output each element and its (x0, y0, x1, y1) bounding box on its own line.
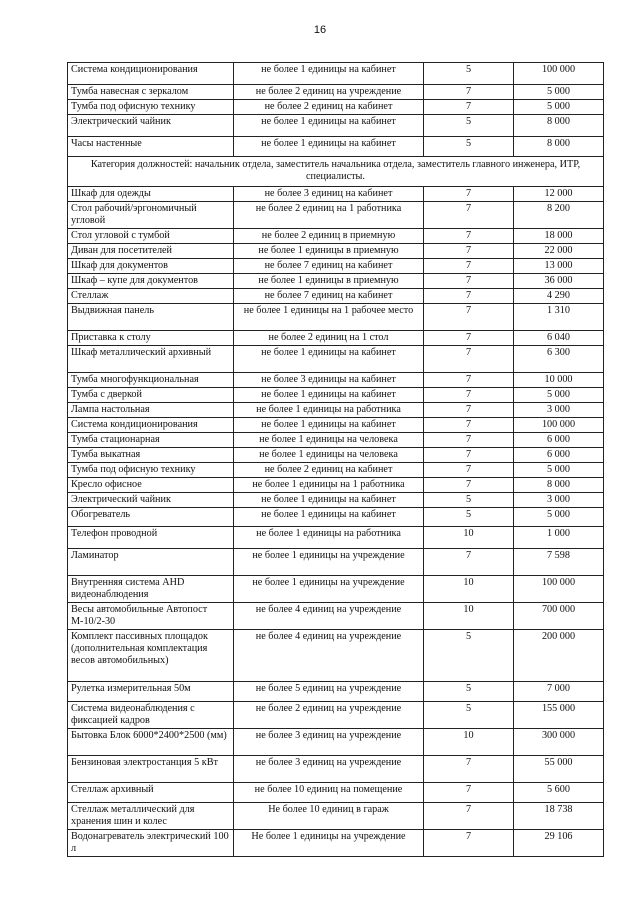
table-row (68, 508, 604, 527)
table-row (68, 304, 604, 331)
price-cell: 5 000 (514, 508, 604, 527)
price-cell: 100 000 (514, 576, 604, 603)
service-years-cell: 5 (424, 682, 514, 702)
table-row (68, 682, 604, 702)
norm-cell: не более 1 единицы в приемную (234, 274, 424, 289)
norm-cell: не более 1 единицы на учреждение (234, 549, 424, 576)
table-row (68, 137, 604, 157)
item-name-cell: Стеллаж металлический для хранения шин и колес (68, 803, 234, 830)
price-cell: 3 000 (514, 493, 604, 508)
price-cell: 6 040 (514, 331, 604, 346)
norm-cell: не более 3 единиц на учреждение (234, 729, 424, 756)
item-name-cell: Электрический чайник (68, 493, 234, 508)
service-years-cell: 7 (424, 331, 514, 346)
item-name-cell: Рулетка измерительная 50м (68, 682, 234, 702)
norm-cell: не более 1 единицы на кабинет (234, 493, 424, 508)
table-row (68, 478, 604, 493)
service-years-cell: 7 (424, 274, 514, 289)
norm-cell: не более 2 единиц на 1 стол (234, 331, 424, 346)
item-name-cell: Лампа настольная (68, 403, 234, 418)
table-row (68, 346, 604, 373)
service-years-cell: 7 (424, 229, 514, 244)
service-years-cell: 10 (424, 527, 514, 549)
item-name-cell: Система видеонаблюдения с фиксацией кадров (68, 702, 234, 729)
service-years-cell: 7 (424, 463, 514, 478)
item-name-cell: Стеллаж архивный (68, 783, 234, 803)
price-cell: 29 106 (514, 830, 604, 857)
table-row (68, 418, 604, 433)
service-years-cell: 7 (424, 803, 514, 830)
service-years-cell: 7 (424, 388, 514, 403)
item-name-cell: Система кондиционирования (68, 418, 234, 433)
price-cell: 5 000 (514, 388, 604, 403)
price-cell: 200 000 (514, 630, 604, 682)
item-name-cell: Шкаф – купе для документов (68, 274, 234, 289)
page-number: 16 (313, 24, 327, 36)
norm-cell: не более 7 единиц на кабинет (234, 259, 424, 274)
table-row (68, 463, 604, 478)
price-cell: 100 000 (514, 418, 604, 433)
item-name-cell: Шкаф для документов (68, 259, 234, 274)
table-row (68, 433, 604, 448)
service-years-cell: 7 (424, 304, 514, 331)
price-cell: 4 290 (514, 289, 604, 304)
norm-cell: не более 3 единиц на учреждение (234, 756, 424, 783)
item-name-cell: Тумба под офисную технику (68, 100, 234, 115)
table-row (68, 403, 604, 418)
norm-cell: не более 1 единицы на кабинет (234, 115, 424, 137)
price-cell: 5 600 (514, 783, 604, 803)
item-name-cell: Стол рабочий/эргономичный угловой (68, 202, 234, 229)
table-row (68, 803, 604, 830)
norm-cell: Не более 1 единицы на учреждение (234, 830, 424, 857)
item-name-cell: Часы настенные (68, 137, 234, 157)
price-cell: 7 598 (514, 549, 604, 576)
norm-cell: не более 1 единицы на работника (234, 527, 424, 549)
norm-cell: не более 2 единиц на 1 работника (234, 202, 424, 229)
price-cell: 8 200 (514, 202, 604, 229)
service-years-cell: 5 (424, 63, 514, 85)
service-years-cell: 7 (424, 418, 514, 433)
price-cell: 22 000 (514, 244, 604, 259)
service-years-cell: 5 (424, 493, 514, 508)
price-cell: 1 000 (514, 527, 604, 549)
table-row (68, 603, 604, 630)
price-cell: 8 000 (514, 478, 604, 493)
table-row (68, 187, 604, 202)
price-cell: 55 000 (514, 756, 604, 783)
norm-cell: не более 1 единицы на кабинет (234, 137, 424, 157)
item-name-cell: Тумба с дверкой (68, 388, 234, 403)
norm-cell: не более 4 единиц на учреждение (234, 630, 424, 682)
table-row (68, 259, 604, 274)
table-row (68, 702, 604, 729)
norm-cell: не более 4 единиц на учреждение (234, 603, 424, 630)
service-years-cell: 7 (424, 783, 514, 803)
service-years-cell: 5 (424, 137, 514, 157)
norm-cell: не более 2 единиц на кабинет (234, 463, 424, 478)
norm-cell: не более 1 единицы на учреждение (234, 576, 424, 603)
norm-cell: не более 2 единиц на учреждение (234, 85, 424, 100)
norms-table (67, 62, 604, 857)
norm-cell: не более 5 единиц на учреждение (234, 682, 424, 702)
norms-table-body (68, 63, 604, 857)
price-cell: 700 000 (514, 603, 604, 630)
table-row (68, 448, 604, 463)
norm-cell: не более 2 единиц в приемную (234, 229, 424, 244)
norm-cell: не более 1 единицы на человека (234, 433, 424, 448)
item-name-cell: Тумба выкатная (68, 448, 234, 463)
price-cell: 12 000 (514, 187, 604, 202)
service-years-cell: 7 (424, 244, 514, 259)
price-cell: 3 000 (514, 403, 604, 418)
table-row (68, 244, 604, 259)
item-name-cell: Тумба стационарная (68, 433, 234, 448)
service-years-cell: 5 (424, 115, 514, 137)
norm-cell: не более 1 единицы на 1 работника (234, 478, 424, 493)
category-heading: Категория должностей: начальник отдела, заместитель начальника отдела, заместитель главного инженера, ИТР, специалисты. (68, 157, 604, 187)
service-years-cell: 10 (424, 603, 514, 630)
norm-cell: не более 1 единицы на работника (234, 403, 424, 418)
item-name-cell: Бензиновая электростанция 5 кВт (68, 756, 234, 783)
item-name-cell: Выдвижная панель (68, 304, 234, 331)
table-row (68, 115, 604, 137)
table-row (68, 85, 604, 100)
norm-cell: не более 7 единиц на кабинет (234, 289, 424, 304)
price-cell: 8 000 (514, 137, 604, 157)
service-years-cell: 7 (424, 549, 514, 576)
price-cell: 10 000 (514, 373, 604, 388)
service-years-cell: 7 (424, 478, 514, 493)
norm-cell: Не более 10 единиц в гараж (234, 803, 424, 830)
norm-cell: не более 2 единиц на кабинет (234, 100, 424, 115)
category-row (68, 157, 604, 187)
norm-cell: не более 1 единицы на кабинет (234, 346, 424, 373)
price-cell: 155 000 (514, 702, 604, 729)
table-row (68, 331, 604, 346)
item-name-cell: Телефон проводной (68, 527, 234, 549)
norm-cell: не более 3 единиц на кабинет (234, 187, 424, 202)
item-name-cell: Система кондиционирования (68, 63, 234, 85)
item-name-cell: Внутренняя система AHD видеонаблюдения (68, 576, 234, 603)
table-row (68, 549, 604, 576)
table-row (68, 830, 604, 857)
item-name-cell: Весы автомобильные Автопост М-10/2-30 (68, 603, 234, 630)
item-name-cell: Кресло офисное (68, 478, 234, 493)
price-cell: 7 000 (514, 682, 604, 702)
table-row (68, 493, 604, 508)
service-years-cell: 5 (424, 630, 514, 682)
item-name-cell: Ламинатор (68, 549, 234, 576)
table-row (68, 576, 604, 603)
norm-cell: не более 1 единицы в приемную (234, 244, 424, 259)
item-name-cell: Шкаф для одежды (68, 187, 234, 202)
item-name-cell: Обогреватель (68, 508, 234, 527)
item-name-cell: Шкаф металлический архивный (68, 346, 234, 373)
service-years-cell: 7 (424, 433, 514, 448)
price-cell: 6 000 (514, 448, 604, 463)
price-cell: 5 000 (514, 463, 604, 478)
price-cell: 6 300 (514, 346, 604, 373)
price-cell: 8 000 (514, 115, 604, 137)
table-row (68, 373, 604, 388)
service-years-cell: 7 (424, 85, 514, 100)
service-years-cell: 7 (424, 187, 514, 202)
norm-cell: не более 1 единицы на кабинет (234, 388, 424, 403)
table-row (68, 289, 604, 304)
service-years-cell: 10 (424, 576, 514, 603)
price-cell: 1 310 (514, 304, 604, 331)
table-row (68, 100, 604, 115)
price-cell: 300 000 (514, 729, 604, 756)
norm-cell: не более 3 единицы на кабинет (234, 373, 424, 388)
service-years-cell: 5 (424, 702, 514, 729)
norm-cell: не более 1 единицы на кабинет (234, 418, 424, 433)
price-cell: 5 000 (514, 100, 604, 115)
service-years-cell: 5 (424, 508, 514, 527)
price-cell: 18 738 (514, 803, 604, 830)
table-row (68, 63, 604, 85)
service-years-cell: 7 (424, 403, 514, 418)
norm-cell: не более 1 единицы на человека (234, 448, 424, 463)
service-years-cell: 7 (424, 202, 514, 229)
table-row (68, 630, 604, 682)
price-cell: 13 000 (514, 259, 604, 274)
table-row (68, 274, 604, 289)
norm-cell: не более 1 единицы на 1 рабочее место (234, 304, 424, 331)
item-name-cell: Диван для посетителей (68, 244, 234, 259)
service-years-cell: 7 (424, 259, 514, 274)
service-years-cell: 7 (424, 373, 514, 388)
price-cell: 5 000 (514, 85, 604, 100)
norm-cell: не более 1 единицы на кабинет (234, 63, 424, 85)
item-name-cell: Электрический чайник (68, 115, 234, 137)
service-years-cell: 7 (424, 448, 514, 463)
table-row (68, 756, 604, 783)
table-row (68, 729, 604, 756)
table-row (68, 229, 604, 244)
item-name-cell: Стеллаж (68, 289, 234, 304)
price-cell: 100 000 (514, 63, 604, 85)
price-cell: 6 000 (514, 433, 604, 448)
service-years-cell: 7 (424, 830, 514, 857)
item-name-cell: Тумба многофункциональная (68, 373, 234, 388)
norm-cell: не более 1 единицы на кабинет (234, 508, 424, 527)
item-name-cell: Бытовка Блок 6000*2400*2500 (мм) (68, 729, 234, 756)
service-years-cell: 7 (424, 289, 514, 304)
service-years-cell: 10 (424, 729, 514, 756)
item-name-cell: Тумба навесная с зеркалом (68, 85, 234, 100)
table-row (68, 527, 604, 549)
item-name-cell: Стол угловой с тумбой (68, 229, 234, 244)
service-years-cell: 7 (424, 346, 514, 373)
norm-cell: не более 2 единиц на учреждение (234, 702, 424, 729)
item-name-cell: Приставка к столу (68, 331, 234, 346)
service-years-cell: 7 (424, 756, 514, 783)
table-row (68, 388, 604, 403)
service-years-cell: 7 (424, 100, 514, 115)
item-name-cell: Водонагреватель электрический 100 л (68, 830, 234, 857)
item-name-cell: Тумба под офисную технику (68, 463, 234, 478)
item-name-cell: Комплект пассивных площадок (дополнительная комплектация весов автомобильных) (68, 630, 234, 682)
price-cell: 18 000 (514, 229, 604, 244)
norm-cell: не более 10 единиц на помещение (234, 783, 424, 803)
price-cell: 36 000 (514, 274, 604, 289)
table-row (68, 202, 604, 229)
table-row (68, 783, 604, 803)
